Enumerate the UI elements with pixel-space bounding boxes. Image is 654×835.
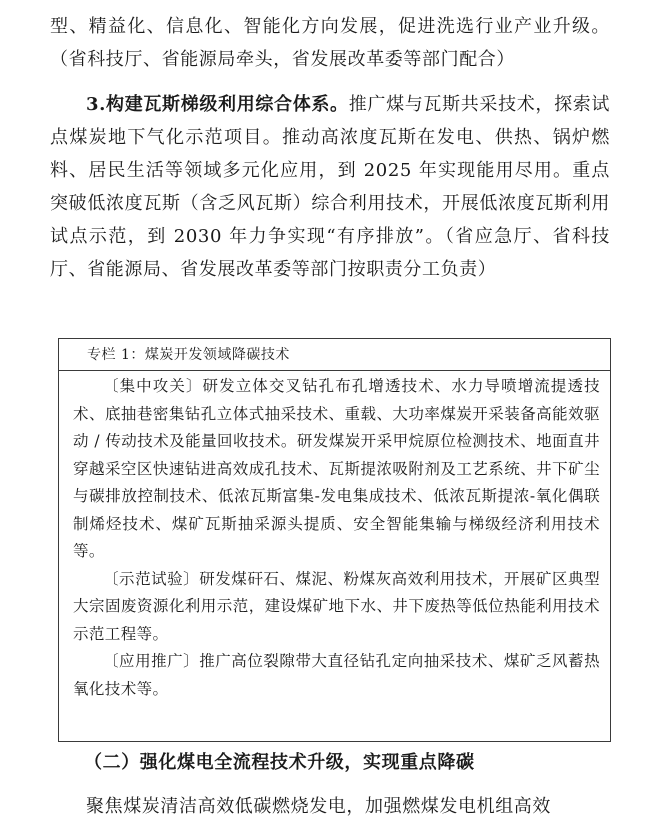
paragraph-continuation	[50, 10, 610, 76]
paragraph-3-text: 聚焦煤炭清洁高效低碳燃烧发电，加强燃煤发电机组高效	[86, 796, 551, 817]
paragraph-2-heading: 3.构建瓦斯梯级利用综合体系。	[86, 94, 349, 115]
column-box-paragraph-promotion: 〔应用推广〕推广高位裂隙带大直径钻孔定向抽采技术、煤矿乏风蓄热氧化技术等。	[73, 652, 600, 698]
column-box	[58, 338, 611, 742]
column-box-paragraph-demonstration: 〔示范试验〕研发煤矸石、煤泥、粉煤灰高效利用技术，开展矿区典型大宗固废资源化利用示范，建设煤矿地下水、井下废热等低位热能利用技术示范工程等。	[73, 569, 600, 643]
column-box-paragraph-key-research: 〔集中攻关〕研发立体交叉钻孔布孔增透技术、水力导喷增流提透技术、底抽巷密集钻孔立体式抽采技术、重载、大功率煤炭开采装备高能效驱动 / 传动技术及能量回收技术。研发煤炭开采甲烷原位检测技术、地面直井穿越采空区快速钻进高效成孔技术、瓦斯提浓吸附剂及工艺系统、井下矿尘与碳排放控制技术、低浓瓦斯富集-发电集成技术、低浓瓦斯提浓-氧化偶联制烯烃技术、煤矿瓦斯抽采源头提质、安全智能集输与梯级经济利用技术等。	[73, 377, 600, 560]
paragraph-gas-utilization	[50, 88, 610, 286]
paragraph-1-text: 型、精益化、信息化、智能化方向发展，促进洗选行业产业升级。（省科技厅、省能源局牵头，省发展改革委等部门配合）	[50, 16, 610, 70]
column-box-title: 专栏 1：煤炭开发领域降碳技术	[59, 339, 610, 371]
column-box-body	[73, 373, 600, 703]
paragraph-coal-power	[50, 790, 610, 823]
paragraph-2-text: 推广煤与瓦斯共采技术，探索试点煤炭地下气化示范项目。推动高浓度瓦斯在发电、供热、锅炉燃料、居民生活等领域多元化应用，到 2025 年实现能用尽用。重点突破低浓度瓦斯（含乏风瓦斯）综合利用技术，开展低浓度瓦斯利用试点示范，到 2030 年力争实现“有序排放”。（省应急厅、省科技厅、省能源局、省发展改革委等部门按职责分工负责）	[50, 94, 610, 280]
section-heading: （二）强化煤电全流程技术升级，实现重点降碳	[84, 752, 475, 773]
